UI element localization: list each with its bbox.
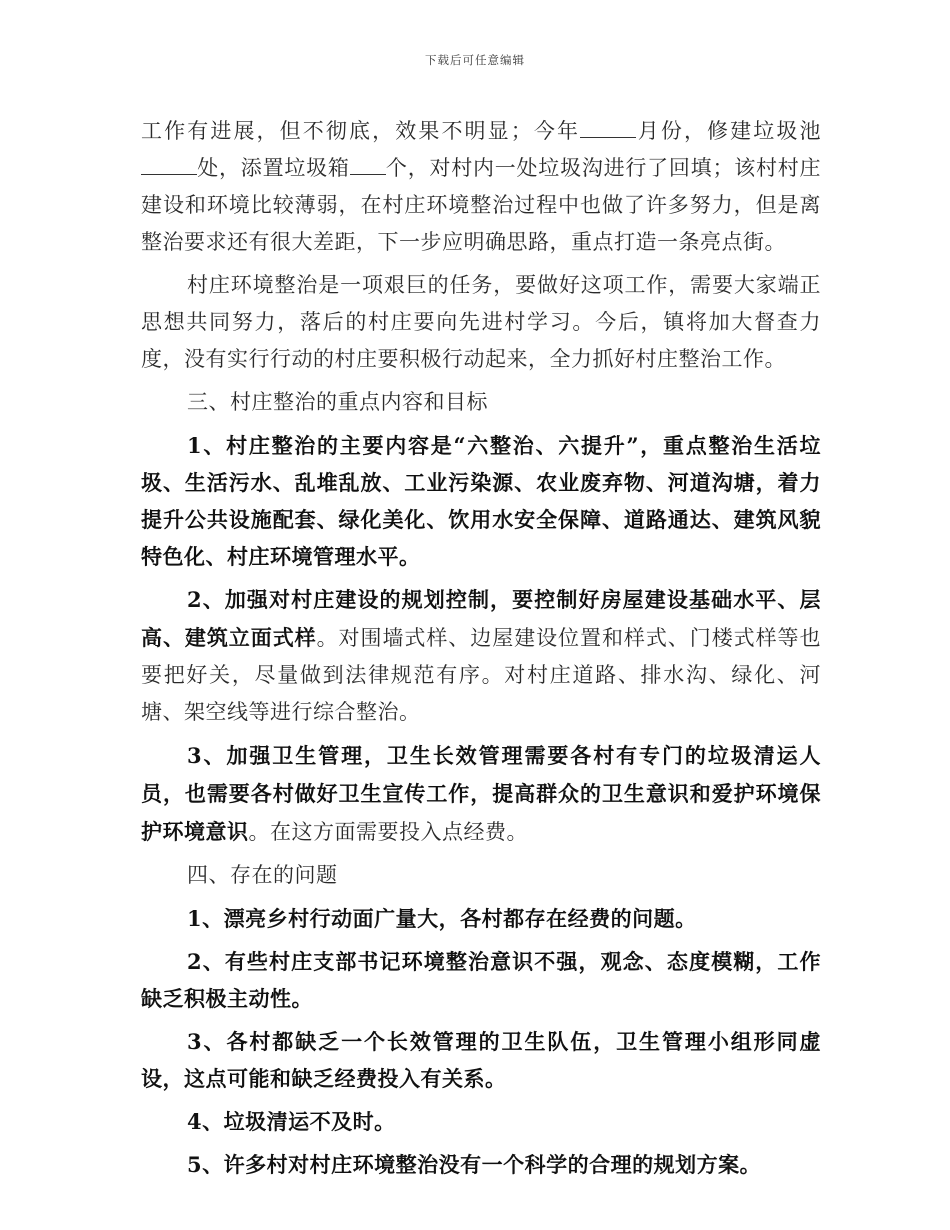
item-4-2: 2、有些村庄支部书记环境整治意识不强，观念、态度模糊，工作缺乏积极主动性。 xyxy=(141,949,821,1011)
para1-text-1: 工作有进展，但不彻底，效果不明显；今年 xyxy=(141,119,581,143)
page-header: 下载后可任意编辑 xyxy=(425,53,525,67)
para1-text-3: 处，添置垃圾箱 xyxy=(197,156,350,180)
item-3-3-text: 。在这方面需要投入点经费。 xyxy=(248,820,528,844)
document-body xyxy=(141,113,821,1183)
paragraph-progress xyxy=(141,113,821,261)
item-3-2 xyxy=(141,581,821,731)
para1-text-4: 个，对村内一处垃圾沟进行了回填；该村村庄建设和环境比较薄弱，在村庄环境整治过程中也做了许多努力，但是离整治要求还有很大差距，下一步应明确思路，重点打造一条亮点街。 xyxy=(141,156,822,254)
item-4-1: 1、漂亮乡村行动面广量大，各村都存在经费的问题。 xyxy=(187,906,697,931)
blank-pools xyxy=(141,156,197,175)
item-3-3 xyxy=(141,737,821,851)
item-3-1: 1、村庄整治的主要内容是“六整治、六提升”，重点整治生活垃圾、生活污水、乱堆乱放、工业污染源、农业废弃物、河道沟塘，着力提升公共设施配套、绿化美化、饮用水安全保障、道路通达、建筑风貌特色化、村庄环境管理水平。 xyxy=(141,433,821,569)
paragraph-summary: 村庄环境整治是一项艰巨的任务，要做好这项工作，需要大家端正思想共同努力，落后的村庄要向先进村学习。今后，镇将加大督查力度，没有实行行动的村庄要积极行动起来，全力抓好村庄整治工作。 xyxy=(141,273,821,371)
item-4-4: 4、垃圾清运不及时。 xyxy=(187,1109,396,1134)
item-3-3-bold: 3、加强卫生管理，卫生长效管理需要各村有专门的垃圾清运人员，也需要各村做好卫生宣传工作，提高群众的卫生意识和爱护环境保护环境意识 xyxy=(141,743,821,844)
blank-month xyxy=(580,119,636,138)
item-3-2-text: 。对围墙式样、边屋建设位置和样式、门楼式样等也要把好关，尽量做到法律规范有序。对村庄道路、排水沟、绿化、河塘、架空线等进行综合整治。 xyxy=(141,626,822,724)
para1-text-2: 月份，修建垃圾池 xyxy=(636,119,821,143)
item-4-5: 5、许多村对村庄环境整治没有一个科学的合理的规划方案。 xyxy=(187,1152,762,1177)
blank-bins xyxy=(350,156,386,175)
item-3-2-bold: 2、加强对村庄建设的规划控制，要控制好房屋建设基础水平、层高、建筑立面式样 xyxy=(141,587,821,650)
item-4-3: 3、各村都缺乏一个长效管理的卫生队伍，卫生管理小组形同虚设，这点可能和缺乏经费投入有关系。 xyxy=(141,1029,821,1091)
section-heading-3: 三、村庄整治的重点内容和目标 xyxy=(187,390,488,414)
section-heading-4: 四、存在的问题 xyxy=(187,863,338,887)
